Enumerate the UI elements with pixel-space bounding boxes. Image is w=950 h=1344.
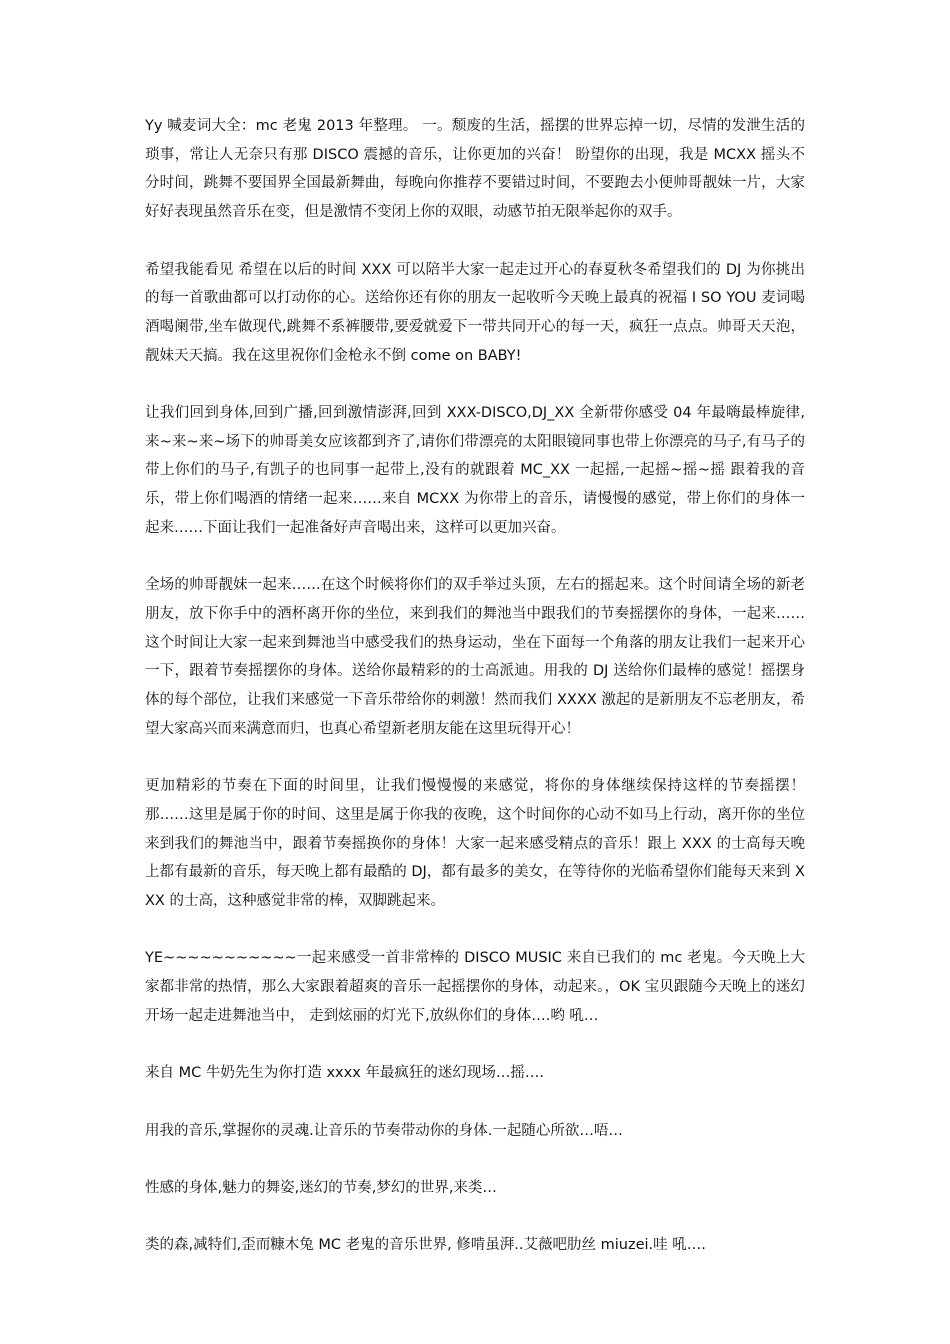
paragraph-10: 类的森,减特们,歪而糠木兔 MC 老鬼的音乐世界, 修啃虽湃..艾薇吧肋丝 miuzei.哇 吼…. bbox=[145, 1237, 706, 1254]
paragraph-9: 性感的身体,魅力的舞姿,迷幻的节奏,梦幻的世界,来类… bbox=[145, 1179, 497, 1196]
paragraph-8: 用我的音乐,掌握你的灵魂.让音乐的节奏带动你的身体.一起随心所欲…唔… bbox=[145, 1122, 623, 1139]
paragraph-7: 来自 MC 牛奶先生为你打造 xxxx 年最疯狂的迷幻现场…摇…. bbox=[145, 1065, 545, 1082]
paragraph-3: 让我们回到身体,回到广播,回到激情澎湃,回到 XXX-DISCO,DJ_XX 全新带你感受 04 年最嗨最棒旋律,来~来~来~场下的帅哥美女应该都到齐了,请你们带漂亮的太阳眼镜同事也带上你漂亮的马子,有马子的带上你们的马子,有凯子的也同事一起带上,没有的就跟着 MC_XX 一起摇,一起摇~摇~摇 跟着我的音乐，带上你们喝酒的情绪一起来……来自 MCXX 为你带上的音乐，请慢慢的感觉，带上你们的身体一起来……下面让我们一起准备好声音喝出来，这样可以更加兴奋。 bbox=[145, 405, 805, 536]
paragraph-2: 希望我能看见 希望在以后的时间 XXX 可以陪半大家一起走过开心的春夏秋冬希望我们的 DJ 为你挑出的每一首歌曲都可以打动你的心。送给你还有你的朋友一起收听今天晚上最真的祝福 I SO YOU 麦词喝酒喝阑带,坐车做现代,跳舞不系裤腰带,要爱就爱下一带共同开心的每一天，疯狂一点点。帅哥天天泡，靓妹天天搞。我在这里祝你们金枪永不倒 come on BABY! bbox=[145, 261, 805, 364]
paragraph-4: 全场的帅哥靓妹一起来……在这个时候将你们的双手举过头顶，左右的摇起来。这个时间请全场的新老朋友，放下你手中的酒杯离开你的坐位，来到我们的舞池当中跟我们的节奏摇摆你的身体，一起来……这个时间让大家一起来到舞池当中感受我们的热身运动，坐在下面每一个角落的朋友让我们一起来开心一下，跟着节奏摇摆你的身体。送给你最精彩的的士高派迪。用我的 DJ 送给你们最棒的感觉！摇摆身体的每个部位，让我们来感觉一下音乐带给你的刺激！然而我们 XXXX 激起的是新朋友不忘老朋友，希望大家高兴而来满意而归，也真心希望新老朋友能在这里玩得开心！ bbox=[145, 577, 805, 737]
document-page bbox=[145, 112, 805, 1289]
paragraph-1: Yy 喊麦词大全：mc 老鬼 2013 年整理。 一。颓废的生活，摇摆的世界忘掉一切，尽情的发泄生活的琐事，常让人无奈只有那 DISCO 震撼的音乐，让你更加的兴奋！ 盼望你的出现，我是 MCXX 摇头不分时间，跳舞不要国界全国最新舞曲，每晚向你推荐不要错过时间，不要跑去小便帅哥靓妹一片，大家好好表现虽然音乐在变，但是激情不变闭上你的双眼，动感节拍无限举起你的双手。 bbox=[145, 118, 805, 221]
paragraph-6: YE~~~~~~~~~~~一起来感受一首非常棒的 DISCO MUSIC 来自已我们的 mc 老鬼。今天晚上大家都非常的热情，那么大家跟着超爽的音乐一起摇摆你的身体，动起来。，OK 宝贝跟随今天晚上的迷幻开场一起走进舞池当中， 走到炫丽的灯光下,放纵你们的身体….哟 吼… bbox=[145, 950, 805, 1024]
paragraph-5: 更加精彩的节奏在下面的时间里，让我们慢慢慢的来感觉，将你的身体继续保持这样的节奏摇摆！那……这里是属于你的时间、这里是属于你我的夜晚，这个时间你的心动不如马上行动，离开你的坐位来到我们的舞池当中，跟着节奏摇换你的身体！大家一起来感受精点的音乐！跟上 XXX 的士高每天晚上都有最新的音乐，每天晚上都有最酷的 DJ，都有最多的美女，在等待你的光临希望你们能每天来到 XXX 的士高，这种感觉非常的棒，双脚跳起来。 bbox=[145, 778, 805, 909]
